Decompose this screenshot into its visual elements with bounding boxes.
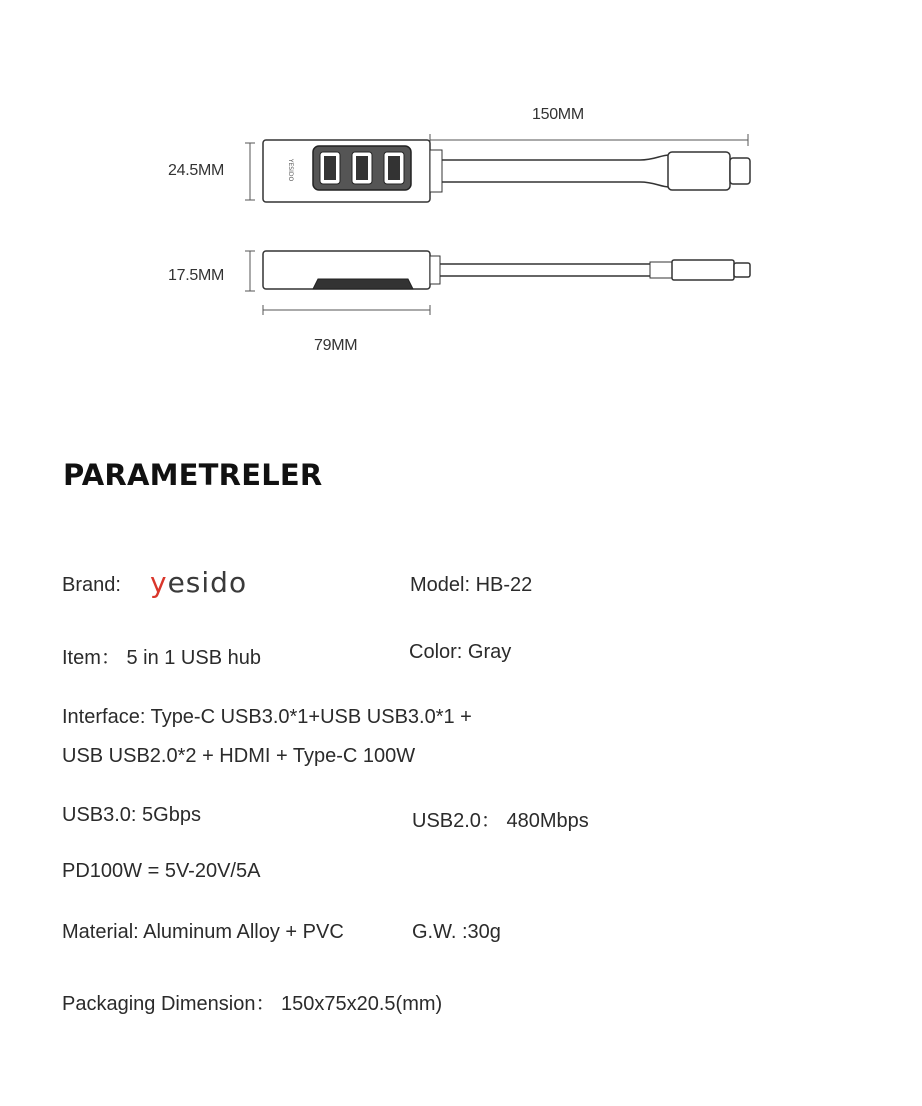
weight-text: G.W. :30g [412,921,501,943]
pd-text: PD100W = 5V-20V/5A [62,860,261,882]
usb2-speed-text: USB2.0： 480Mbps [412,810,589,832]
packaging-text: Packaging Dimension： 150x75x20.5(mm) [62,993,443,1015]
length-dimension-line [430,134,748,146]
item-text: Item： 5 in 1 USB hub [62,647,261,669]
interface-line-2: USB USB2.0*2 + HDMI + Type-C 100W [62,745,416,767]
width-dimension-line [245,143,255,200]
body-length-label: 79MM [314,337,358,354]
material-text: Material: Aluminum Alloy + PVC [62,921,344,943]
interface-line-1: Interface: Type-C USB3.0*1+USB USB3.0*1 + [62,706,472,728]
section-title: PARAMETRELER [63,458,323,492]
width-label: 24.5MM [168,162,224,179]
length-label: 150MM [532,106,584,123]
hub-top-view [263,140,750,202]
color-text: Color: Gray [409,641,512,663]
model-text: Model: HB-22 [410,574,533,596]
brand-logo: yesido [150,566,248,599]
hub-side-view [263,251,750,289]
height-dimension-line [245,251,255,291]
body-length-dimension-line [263,305,430,315]
usb3-speed-text: USB3.0: 5Gbps [62,804,201,826]
height-label: 17.5MM [168,267,224,284]
product-dimension-diagram [0,0,922,400]
device-print-text: YESIDO [287,158,294,182]
brand-label: Brand: [62,574,121,596]
